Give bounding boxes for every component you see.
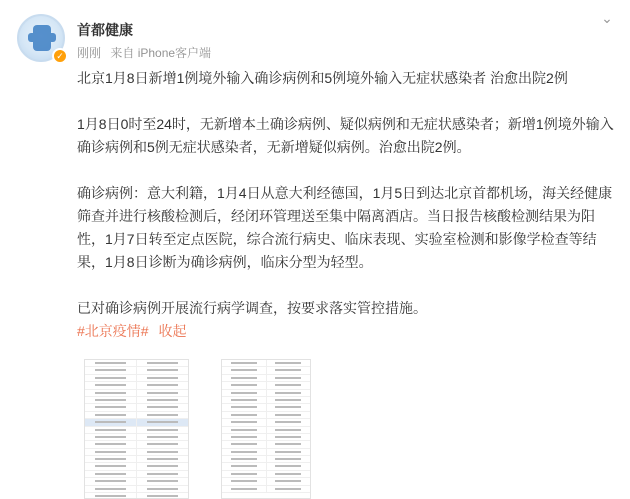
image-table-cell bbox=[267, 463, 311, 469]
image-table-mark bbox=[95, 429, 126, 431]
image-table-mark bbox=[95, 384, 126, 386]
image-table-cell bbox=[267, 412, 311, 418]
image-table-mark bbox=[95, 443, 126, 445]
image-table-mark bbox=[231, 384, 257, 386]
image-table-mark bbox=[147, 436, 178, 438]
image-table-cell bbox=[267, 367, 311, 373]
image-table-mark bbox=[95, 362, 126, 364]
image-table-cell bbox=[85, 382, 137, 388]
image-table-mark bbox=[275, 488, 301, 490]
image-table-row bbox=[222, 419, 310, 426]
image-table-row bbox=[222, 478, 310, 485]
image-table-cell bbox=[85, 463, 137, 469]
image-table-cell bbox=[137, 478, 188, 484]
image-table-row bbox=[222, 397, 310, 404]
image-table-mark bbox=[275, 443, 301, 445]
image-table-mark bbox=[95, 458, 126, 460]
image-table-cell bbox=[85, 404, 137, 410]
image-table-cell bbox=[222, 382, 267, 388]
image-table-cell bbox=[85, 375, 137, 381]
image-table-mark bbox=[231, 369, 257, 371]
image-table-mark bbox=[95, 369, 126, 371]
image-table-mark bbox=[275, 377, 301, 379]
image-table-mark bbox=[275, 480, 301, 482]
image-table-mark bbox=[275, 384, 301, 386]
image-table-cell bbox=[267, 478, 311, 484]
image-table-mark bbox=[231, 406, 257, 408]
image-table-cell bbox=[222, 486, 267, 492]
image-table-cell bbox=[137, 419, 188, 425]
image-table-mark bbox=[147, 451, 178, 453]
image-table-cell bbox=[137, 367, 188, 373]
image-table-cell bbox=[222, 478, 267, 484]
image-table-cell bbox=[222, 434, 267, 440]
image-table-cell bbox=[85, 419, 137, 425]
image-table-cell bbox=[85, 367, 137, 373]
image-table-cell bbox=[137, 427, 188, 433]
post-headline: 北京1月8日新增1例境外输入确诊病例和5例境外输入无症状感染者 治愈出院2例 bbox=[77, 70, 568, 86]
image-table-cell bbox=[222, 397, 267, 403]
image-table-mark bbox=[275, 369, 301, 371]
image-table-row bbox=[85, 382, 188, 389]
image-table-mark bbox=[95, 377, 126, 379]
image-table-mark bbox=[275, 451, 301, 453]
image-table-row bbox=[222, 404, 310, 411]
image-table-row bbox=[222, 456, 310, 463]
image-table-cell bbox=[137, 397, 188, 403]
image-table-row bbox=[222, 375, 310, 382]
image-table-cell bbox=[137, 456, 188, 462]
image-table-mark bbox=[231, 436, 257, 438]
image-table-cell bbox=[222, 412, 267, 418]
image-table-cell bbox=[267, 375, 311, 381]
image-table-cell bbox=[267, 390, 311, 396]
image-table-row bbox=[222, 382, 310, 389]
hashtag-link[interactable]: #北京疫情# bbox=[77, 323, 149, 339]
image-table-cell bbox=[85, 471, 137, 477]
image-table-mark bbox=[275, 399, 301, 401]
image-table-mark bbox=[147, 406, 178, 408]
image-table-mark bbox=[231, 473, 257, 475]
image-table-mark bbox=[231, 443, 257, 445]
image-table-mark bbox=[147, 384, 178, 386]
post-source: 来自 iPhone客户端 bbox=[110, 46, 212, 60]
image-table-cell bbox=[137, 382, 188, 388]
image-table-cell bbox=[85, 493, 137, 499]
image-table-cell bbox=[85, 441, 137, 447]
image-table-row bbox=[85, 397, 188, 404]
post-image-1[interactable] bbox=[84, 359, 189, 499]
image-table-cell bbox=[137, 449, 188, 455]
post-tags bbox=[77, 320, 617, 343]
image-table-row bbox=[85, 404, 188, 411]
image-table-mark bbox=[231, 362, 257, 364]
image-table-row bbox=[85, 471, 188, 478]
image-table-cell bbox=[137, 486, 188, 492]
image-table-row bbox=[85, 419, 188, 426]
post-paragraph-summary: 1月8日0时至24时，无新增本土确诊病例、疑似病例和无症状感染者；新增1例境外输入确诊病例和5例无症状感染者，无新增疑似病例。治愈出院2例。 bbox=[77, 116, 614, 155]
image-table-cell bbox=[85, 390, 137, 396]
image-table-cell bbox=[267, 456, 311, 462]
image-table-row bbox=[222, 441, 310, 448]
image-table-cell bbox=[222, 375, 267, 381]
image-table-mark bbox=[147, 473, 178, 475]
image-table-mark bbox=[147, 488, 178, 490]
image-table-row bbox=[85, 412, 188, 419]
verified-badge-icon: ✓ bbox=[52, 48, 68, 64]
image-table-mark bbox=[275, 392, 301, 394]
image-table-row bbox=[222, 486, 310, 493]
image-table-row bbox=[85, 360, 188, 367]
post-paragraph-action: 已对确诊病例开展流行病学调查，按要求落实管控措施。 bbox=[77, 300, 427, 316]
image-table-mark bbox=[231, 451, 257, 453]
image-table-cell bbox=[222, 427, 267, 433]
image-table-mark bbox=[147, 429, 178, 431]
image-table-cell bbox=[267, 449, 311, 455]
author-name[interactable]: 首都健康 bbox=[77, 22, 133, 38]
image-table-cell bbox=[137, 441, 188, 447]
image-table-cell bbox=[222, 367, 267, 373]
image-table-mark bbox=[231, 421, 257, 423]
image-table-row bbox=[222, 449, 310, 456]
image-table-row bbox=[85, 486, 188, 493]
image-table-cell bbox=[267, 427, 311, 433]
image-table-cell bbox=[85, 478, 137, 484]
image-table-mark bbox=[231, 429, 257, 431]
image-table-mark bbox=[275, 414, 301, 416]
image-table-cell bbox=[85, 360, 137, 366]
image-table-cell bbox=[267, 486, 311, 492]
image-table-cell bbox=[137, 471, 188, 477]
image-table-cell bbox=[267, 471, 311, 477]
image-table-cell bbox=[137, 434, 188, 440]
image-table-mark bbox=[275, 436, 301, 438]
image-table-mark bbox=[147, 465, 178, 467]
image-table-cell bbox=[85, 449, 137, 455]
image-table-cell bbox=[222, 463, 267, 469]
image-table-cell bbox=[222, 449, 267, 455]
image-table-row bbox=[85, 427, 188, 434]
image-table-row bbox=[85, 367, 188, 374]
post-content bbox=[77, 67, 617, 343]
image-table-cell bbox=[222, 471, 267, 477]
image-table-row bbox=[222, 434, 310, 441]
image-table-mark bbox=[275, 465, 301, 467]
image-table-mark bbox=[231, 399, 257, 401]
image-table-row bbox=[222, 471, 310, 478]
image-table-cell bbox=[85, 486, 137, 492]
image-table-cell bbox=[267, 382, 311, 388]
image-table-mark bbox=[95, 465, 126, 467]
image-table-cell bbox=[267, 441, 311, 447]
image-table-mark bbox=[231, 377, 257, 379]
post-image-2[interactable] bbox=[221, 359, 311, 499]
image-table-row bbox=[85, 456, 188, 463]
image-table-cell bbox=[222, 390, 267, 396]
image-table-cell bbox=[267, 360, 311, 366]
image-table-cell bbox=[222, 441, 267, 447]
image-table-mark bbox=[147, 458, 178, 460]
health-cross-logo bbox=[33, 25, 51, 51]
image-table-mark bbox=[147, 369, 178, 371]
image-table-mark bbox=[95, 399, 126, 401]
image-table-row bbox=[222, 427, 310, 434]
image-table-cell bbox=[85, 397, 137, 403]
image-table-mark bbox=[95, 436, 126, 438]
image-table-mark bbox=[95, 392, 126, 394]
image-table-mark bbox=[147, 480, 178, 482]
image-table-row bbox=[222, 390, 310, 397]
image-table-mark bbox=[147, 377, 178, 379]
image-table-cell bbox=[85, 412, 137, 418]
image-table-cell bbox=[267, 404, 311, 410]
image-table-mark bbox=[95, 406, 126, 408]
image-table-row bbox=[85, 463, 188, 470]
image-table-mark bbox=[95, 488, 126, 490]
image-table-mark bbox=[95, 414, 126, 416]
image-table-cell bbox=[267, 419, 311, 425]
image-table-mark bbox=[275, 406, 301, 408]
image-table-mark bbox=[147, 414, 178, 416]
image-table-mark bbox=[95, 495, 126, 497]
image-table-cell bbox=[85, 456, 137, 462]
image-table-row bbox=[85, 434, 188, 441]
image-table-mark bbox=[231, 414, 257, 416]
image-table-mark bbox=[147, 495, 178, 497]
image-table-mark bbox=[95, 421, 126, 423]
post-paragraph-case: 确诊病例：意大利籍，1月4日从意大利经德国，1月5日到达北京首都机场，海关经健康筛查并进行核酸检测后，经闭环管理送至集中隔离酒店。当日报告核酸检测结果为阳性，1月7日转至定点医院，综合流行病史、临床表现、实验室检测和影像学检查等结果，1月8日诊断为确诊病例，临床分型为轻型。 bbox=[77, 185, 613, 270]
image-table-mark bbox=[275, 429, 301, 431]
image-table-mark bbox=[147, 399, 178, 401]
image-table-row bbox=[85, 493, 188, 499]
image-table-cell bbox=[137, 390, 188, 396]
image-table-mark bbox=[231, 392, 257, 394]
post-meta bbox=[77, 44, 217, 61]
image-table-cell bbox=[222, 419, 267, 425]
image-table-cell bbox=[137, 493, 188, 499]
image-table-row bbox=[85, 390, 188, 397]
image-table-cell bbox=[267, 397, 311, 403]
image-table-mark bbox=[275, 421, 301, 423]
image-table-mark bbox=[95, 473, 126, 475]
image-table-mark bbox=[231, 488, 257, 490]
collapse-link[interactable]: 收起 bbox=[158, 323, 187, 339]
image-table-row bbox=[85, 478, 188, 485]
chevron-down-icon[interactable]: ⌄ bbox=[601, 10, 613, 26]
image-table-row bbox=[222, 412, 310, 419]
image-table-mark bbox=[275, 473, 301, 475]
image-table-row bbox=[85, 375, 188, 382]
image-table-mark bbox=[275, 362, 301, 364]
image-table-row bbox=[85, 449, 188, 456]
image-table-mark bbox=[231, 465, 257, 467]
image-table-row bbox=[222, 367, 310, 374]
image-table-mark bbox=[147, 362, 178, 364]
image-table-row bbox=[222, 463, 310, 470]
image-table-mark bbox=[95, 480, 126, 482]
image-table-cell bbox=[137, 375, 188, 381]
image-table-cell bbox=[222, 456, 267, 462]
post-time[interactable]: 刚刚 bbox=[77, 46, 102, 60]
image-table-mark bbox=[147, 421, 178, 423]
image-table-mark bbox=[95, 451, 126, 453]
image-table-cell bbox=[267, 434, 311, 440]
image-table-mark bbox=[147, 392, 178, 394]
image-table-mark bbox=[147, 443, 178, 445]
image-table-mark bbox=[275, 458, 301, 460]
image-table-mark bbox=[231, 458, 257, 460]
image-table-cell bbox=[137, 463, 188, 469]
image-table-cell bbox=[85, 427, 137, 433]
image-table-row bbox=[222, 360, 310, 367]
image-table-cell bbox=[85, 434, 137, 440]
image-table-cell bbox=[137, 360, 188, 366]
image-table-cell bbox=[222, 404, 267, 410]
image-table-cell bbox=[137, 404, 188, 410]
image-table-cell bbox=[137, 412, 188, 418]
image-table-cell bbox=[222, 360, 267, 366]
image-table-row bbox=[85, 441, 188, 448]
image-table-mark bbox=[231, 480, 257, 482]
